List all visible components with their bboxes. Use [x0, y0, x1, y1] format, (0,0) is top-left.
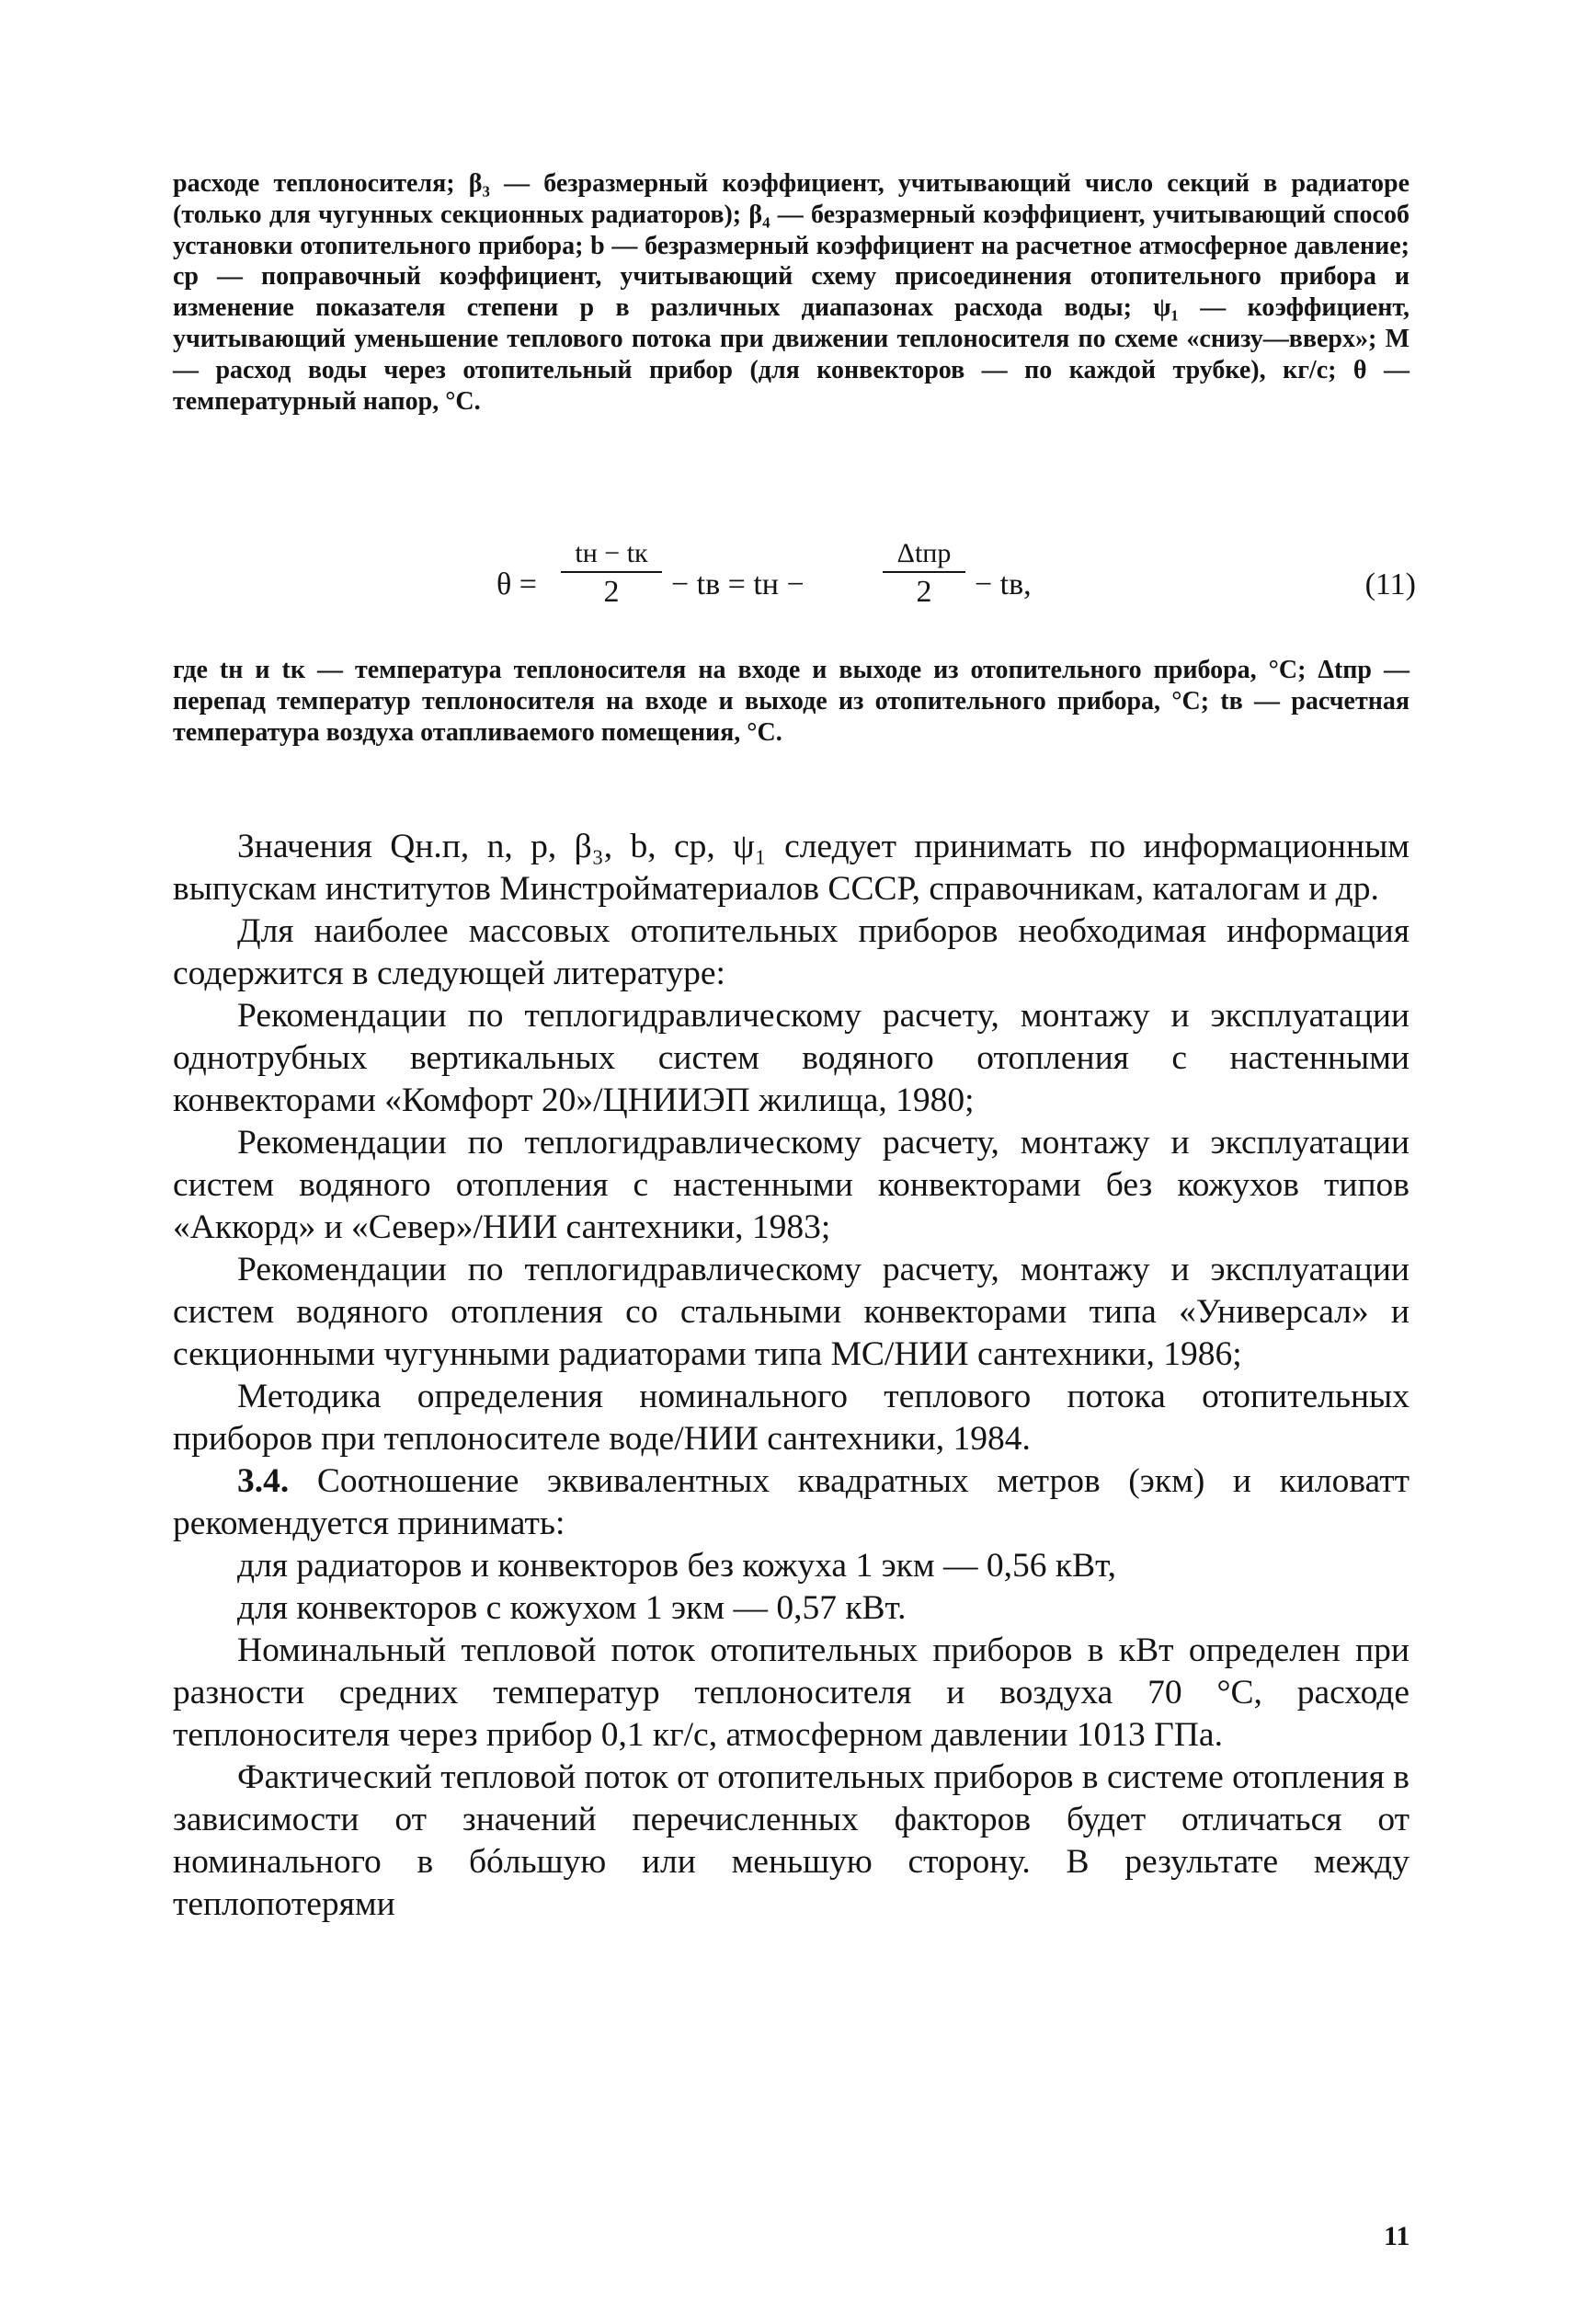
page-number: 11	[1384, 2221, 1410, 2251]
ratio-line-1: для радиаторов и конвекторов без кожуха 1 экм — 0,56 кВт,	[237, 1547, 1117, 1585]
formula-fraction-2	[883, 538, 965, 610]
fraction-2-numerator: Δtпр	[896, 538, 952, 568]
definitions-text: расходе теплоносителя; β₃ — безразмерный коэффициент, учитывающий число секций в радиаторе (только для чугунных секционных радиаторов); β₄ — безразмерный коэффициент, учитывающий способ установки отопительного прибора; b — безразмерный коэффициент на расчетное атмосферное давление; cp — поправочный коэффициент, учитывающий схему присоединения отопительного прибора и изменение показателя степени p в различных диапазонах расхода воды; ψ₁ — коэффициент, учитывающий уменьшение теплового потока при движении теплоносителя по схеме «снизу—вверх»; M — расход воды через отопительный прибор (для конвекторов — по каждой трубке), кг/с; θ — температурный напор, °С.	[173, 169, 1410, 416]
section-text: Соотношение эквивалентных квадратных метров (экм) и киловатт рекомендуется принимать:	[173, 1462, 1410, 1542]
literature-item-1: Рекомендации по теплогидравлическому расчету, монтажу и эксплуатации однотрубных вертикальных систем водяного отопления с настенными конвекторами «Комфорт 20»/ЦНИИЭП жилища, 1980;	[173, 997, 1410, 1119]
where-paragraph	[173, 655, 1410, 748]
ratio-line-2: для конвекторов с кожухом 1 экм — 0,57 кВт.	[237, 1589, 907, 1627]
fraction-2-bar	[883, 571, 965, 573]
fraction-1-denominator: 2	[603, 575, 620, 609]
formula-lhs: θ =	[496, 567, 537, 601]
section-3-4	[173, 1460, 1410, 1545]
paragraph-nominal: Номинальный тепловой поток отопительных приборов в кВт определен при разности средних температур теплоносителя и воздуха 70 °С, расходе теплоносителя через прибор 0,1 кг/с, атмосферном давлении 1013 ГПа.	[173, 1631, 1410, 1754]
literature-item-2: Рекомендации по теплогидравлическому расчету, монтажу и эксплуатации систем водяного отопления с настенными конвекторами без кожухов типов «Аккорд» и «Север»/НИИ сантехники, 1983;	[173, 1124, 1410, 1246]
paragraph-actual: Фактический тепловой поток от отопительных приборов в системе отопления в зависимости от значений перечисленных факторов будет отличаться от номинального в бóльшую или меньшую сторону. В результате между теплопотерями	[173, 1758, 1410, 1923]
formula-tail: − tв,	[975, 567, 1032, 601]
paragraph-values: Значения Qн.п, n, p, β₃, b, cp, ψ₁ следует принимать по информационным выпускам институтов Минстройматериалов СССР, справочникам, каталогам и др.	[173, 828, 1410, 908]
fraction-2-denominator: 2	[916, 575, 932, 609]
formula-middle: − tв = tн −	[671, 567, 805, 601]
where-text: где tн и tк — температура теплоносителя на входе и выходе из отопительного прибора, °С; Δtпр — перепад температур теплоносителя на входе и выходе из отопительного прибора, °С; tв — расчетная температура воздуха отапливаемого помещения, °С.	[173, 656, 1410, 747]
formula-number: (11)	[1364, 567, 1416, 601]
fraction-1-numerator: tн − tк	[575, 538, 648, 568]
paragraph-literature-intro: Для наиболее массовых отопительных приборов необходимая информация содержится в следующей литературе:	[173, 912, 1410, 992]
literature-item-4: Методика определения номинального теплового потока отопительных приборов при теплоносителе воде/НИИ сантехники, 1984.	[173, 1378, 1410, 1458]
formula-fraction-1	[561, 538, 662, 610]
definitions-paragraph	[173, 168, 1410, 417]
literature-item-3: Рекомендации по теплогидравлическому расчету, монтажу и эксплуатации систем водяного отопления со стальными конвекторами типа «Универсал» и секционными чугунными радиаторами типа МС/НИИ сантехники, 1986;	[173, 1251, 1410, 1373]
formula-11	[496, 538, 1416, 630]
fraction-1-bar	[561, 571, 662, 573]
section-number: 3.4.	[237, 1462, 290, 1500]
main-text	[173, 826, 1410, 1926]
